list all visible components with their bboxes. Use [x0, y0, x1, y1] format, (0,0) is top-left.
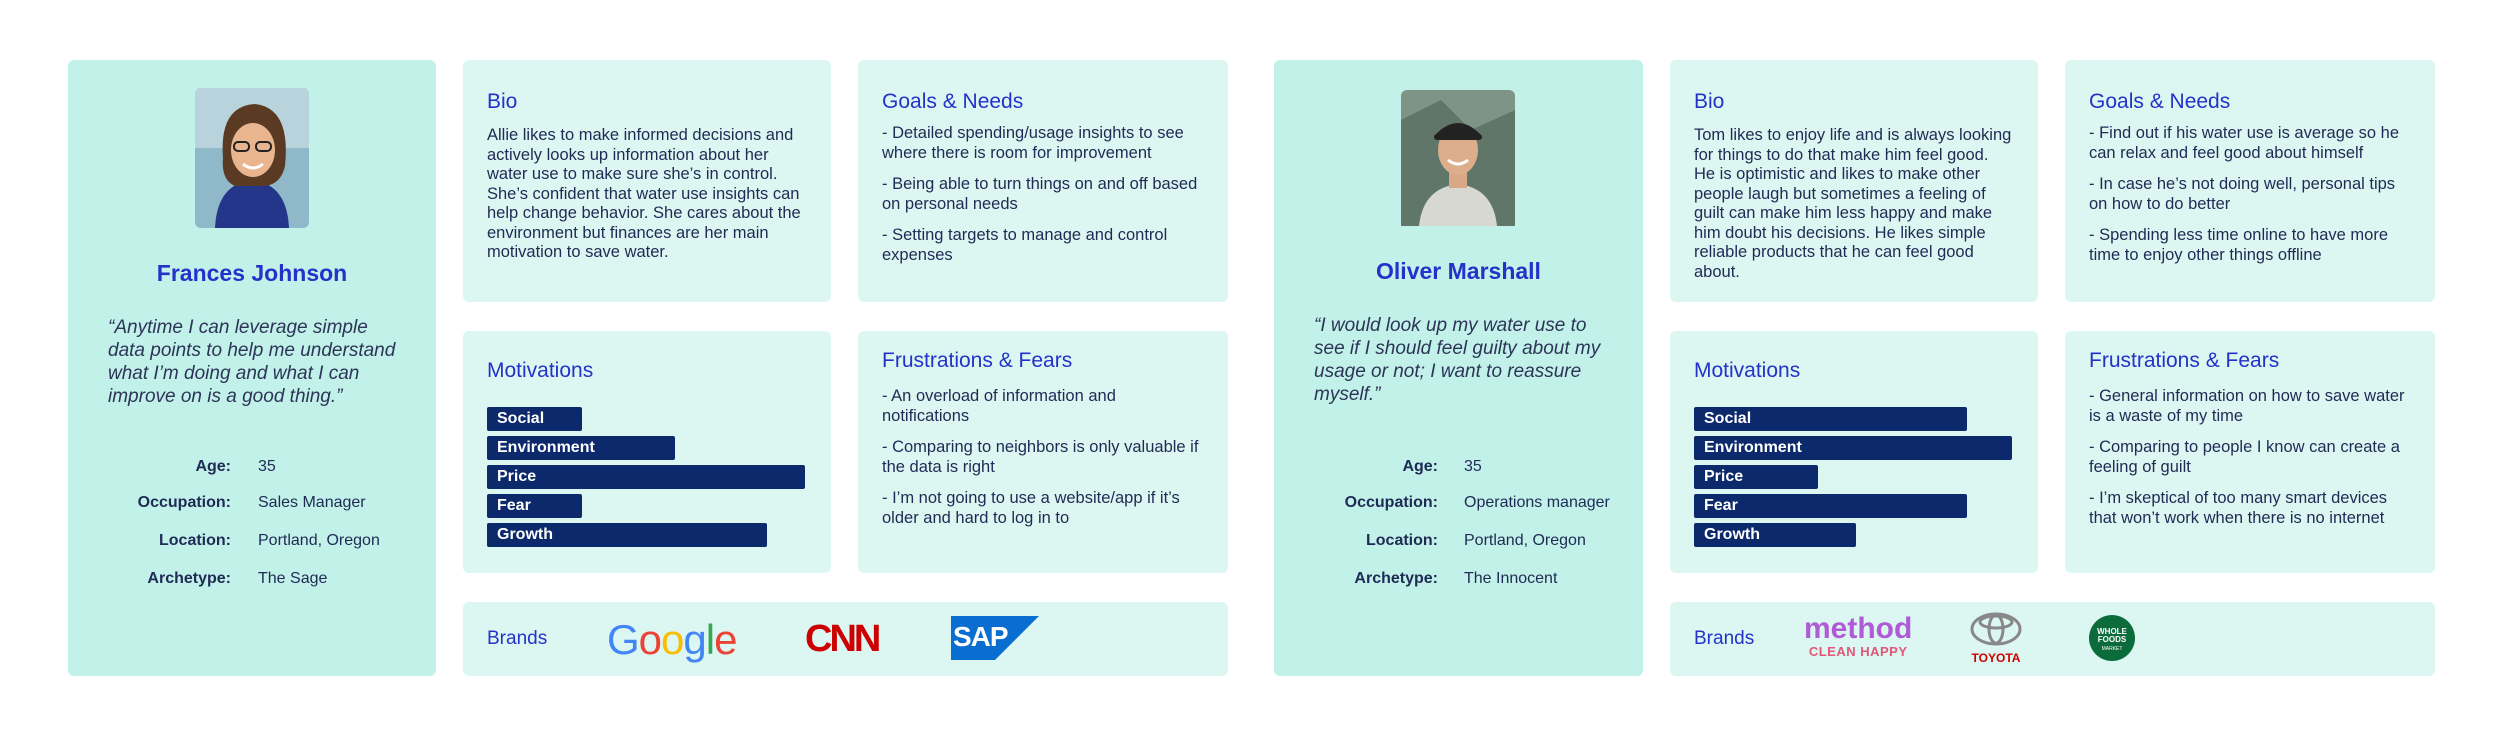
cnn-wordmark: CNN: [805, 618, 879, 660]
fact-label: Occupation:: [137, 494, 231, 511]
bar-label: Fear: [497, 497, 531, 514]
fact-value: The Sage: [258, 570, 328, 587]
toyota-logo: [1966, 612, 2026, 665]
persona-name: Oliver Marshall: [1376, 258, 1541, 284]
list-item: - Find out if his water use is average so he can relax and feel good about himself: [2089, 124, 2411, 163]
profile-card-frances: [68, 60, 436, 676]
fact-value: 35: [1464, 458, 1482, 475]
motivation-bar-social: [487, 407, 582, 431]
list-item: - Detailed spending/usage insights to see where there is room for improvement: [882, 124, 1204, 163]
motivations-title: Motivations: [1694, 359, 1801, 382]
list-item: - Being able to turn things on and off based on personal needs: [882, 175, 1204, 214]
list-item: - An overload of information and notifications: [882, 387, 1204, 426]
cnn-logo: [805, 618, 878, 661]
fact-occupation: [68, 494, 436, 516]
motivation-bar-social: [1694, 407, 1967, 431]
fact-archetype: [68, 570, 436, 592]
persona-name: Frances Johnson: [156, 260, 348, 286]
motivations-card-frances: [463, 331, 831, 573]
motivations-card-oliver: [1670, 331, 2038, 573]
whole-foods-tagline: MARKET: [2101, 646, 2123, 652]
bar-label: Environment: [1704, 439, 1802, 456]
fact-occupation: [1274, 494, 1643, 516]
google-letter: g: [683, 616, 706, 663]
bio-card-oliver: [1670, 60, 2038, 302]
goals-title: Goals & Needs: [2089, 90, 2231, 113]
list-item: - Setting targets to manage and control expenses: [882, 226, 1204, 265]
goals-card-frances: [858, 60, 1228, 302]
brands-card-frances: [463, 602, 1228, 676]
method-tagline: CLEAN HAPPY: [1808, 644, 1908, 659]
bar-label: Price: [1704, 468, 1744, 485]
motivation-bar-fear: [1694, 494, 1967, 518]
brands-card-oliver: [1670, 602, 2435, 676]
bio-card-frances: [463, 60, 831, 302]
sap-logo: [951, 616, 1039, 665]
fact-label: Age:: [195, 458, 231, 475]
frustrations-list: [882, 387, 1204, 540]
fact-label: Archetype:: [1354, 570, 1438, 587]
motivation-bar-environment: [1694, 436, 2012, 460]
google-wordmark: [607, 616, 736, 663]
frustrations-card-frances: [858, 331, 1228, 573]
fact-value: The Innocent: [1464, 570, 1558, 587]
bio-text: Tom likes to enjoy life and is always looking for things to do that make him feel good. He is optimistic and likes to make other people laugh but sometimes a feeling of guilt can make him less happy and make him doubt his decisions. He likes simple reliable products that he can feel good about.: [1694, 126, 2012, 281]
toyota-wordmark: TOYOTA: [1971, 651, 2021, 665]
fact-age: [1274, 458, 1643, 480]
bio-text: Allie likes to make informed decisions and actively looks up information about her water use to make sure she’s in control. She’s confident that water use insights can help change behavior. She cares about the environment but finances are her main motivation to save water.: [487, 126, 801, 261]
list-item: - Spending less time online to have more time to enjoy other things offline: [2089, 226, 2411, 265]
google-letter: l: [705, 616, 715, 663]
frustrations-title: Frustrations & Fears: [2089, 349, 2280, 372]
goals-card-oliver: [2065, 60, 2435, 302]
motivation-bars: [1694, 407, 2014, 552]
frustrations-card-oliver: [2065, 331, 2435, 573]
motivation-bar-price: [487, 465, 805, 489]
method-wordmark: method: [1804, 612, 1913, 645]
bar-label: Growth: [1704, 526, 1760, 543]
brands-label: Brands: [1694, 628, 1755, 649]
toyota-emblem-icon: [1970, 612, 2022, 646]
fact-label: Occupation:: [1344, 494, 1438, 511]
fact-label: Location:: [159, 532, 231, 549]
fact-label: Archetype:: [147, 570, 231, 587]
profile-card-oliver: [1274, 60, 1643, 676]
frustrations-title: Frustrations & Fears: [882, 349, 1073, 372]
bar-label: Social: [497, 410, 545, 427]
list-item: - I’m skeptical of too many smart devices that won’t work when there is no internet: [2089, 489, 2411, 528]
fact-age: [68, 458, 436, 480]
motivations-title: Motivations: [487, 359, 594, 382]
bar-label: Price: [497, 468, 537, 485]
sap-wordmark: SAP: [953, 621, 1008, 652]
motivation-bars: [487, 407, 807, 552]
bar-label: Fear: [1704, 497, 1738, 514]
fact-value: 35: [258, 458, 276, 475]
google-logo: [607, 616, 736, 664]
list-item: - Comparing to people I know can create a feeling of guilt: [2089, 438, 2411, 477]
goals-list: [2089, 124, 2411, 277]
whole-foods-wordmark: WHOLE FOODS: [2097, 627, 2127, 644]
google-letter: o: [638, 616, 662, 663]
google-letter: o: [661, 616, 684, 663]
fact-archetype: [1274, 570, 1643, 592]
fact-location: [1274, 532, 1643, 554]
list-item: - Comparing to neighbors is only valuable if the data is right: [882, 438, 1204, 477]
google-letter: G: [607, 616, 639, 663]
list-item: - General information on how to save water is a waste of my time: [2089, 387, 2411, 426]
bar-label: Social: [1704, 410, 1752, 427]
motivation-bar-price: [1694, 465, 1818, 489]
whole-foods-logo: [2088, 614, 2136, 667]
motivation-bar-growth: [1694, 523, 1856, 547]
google-letter: e: [714, 616, 737, 663]
list-item: - I’m not going to use a website/app if it’s older and hard to log in to: [882, 489, 1204, 528]
method-logo: [1804, 614, 1912, 659]
motivation-bar-environment: [487, 436, 675, 460]
bio-title: Bio: [1694, 90, 1725, 113]
motivation-bar-fear: [487, 494, 582, 518]
goals-list: [882, 124, 1204, 277]
bio-title: Bio: [487, 90, 518, 113]
persona-quote: “I would look up my water use to see if I should feel guilty about my usage or not; I want to reassure myself.”: [1314, 315, 1601, 405]
fact-label: Age:: [1402, 458, 1438, 475]
persona-quote: “Anytime I can leverage simple data points to help me understand what I’m doing and what I can improve on is a good thing.”: [108, 317, 396, 407]
bar-label: Growth: [497, 526, 553, 543]
avatar-oliver: [1401, 90, 1515, 230]
fact-value: Operations manager: [1464, 494, 1610, 511]
fact-value: Portland, Oregon: [258, 532, 380, 549]
list-item: - In case he’s not doing well, personal tips on how to do better: [2089, 175, 2411, 214]
brands-label: Brands: [487, 628, 548, 649]
bar-label: Environment: [497, 439, 595, 456]
motivation-bar-growth: [487, 523, 767, 547]
fact-value: Sales Manager: [258, 494, 366, 511]
goals-title: Goals & Needs: [882, 90, 1024, 113]
fact-location: [68, 532, 436, 554]
fact-value: Portland, Oregon: [1464, 532, 1586, 549]
fact-label: Location:: [1366, 532, 1438, 549]
avatar-frances: [195, 88, 309, 228]
frustrations-list: [2089, 387, 2411, 540]
